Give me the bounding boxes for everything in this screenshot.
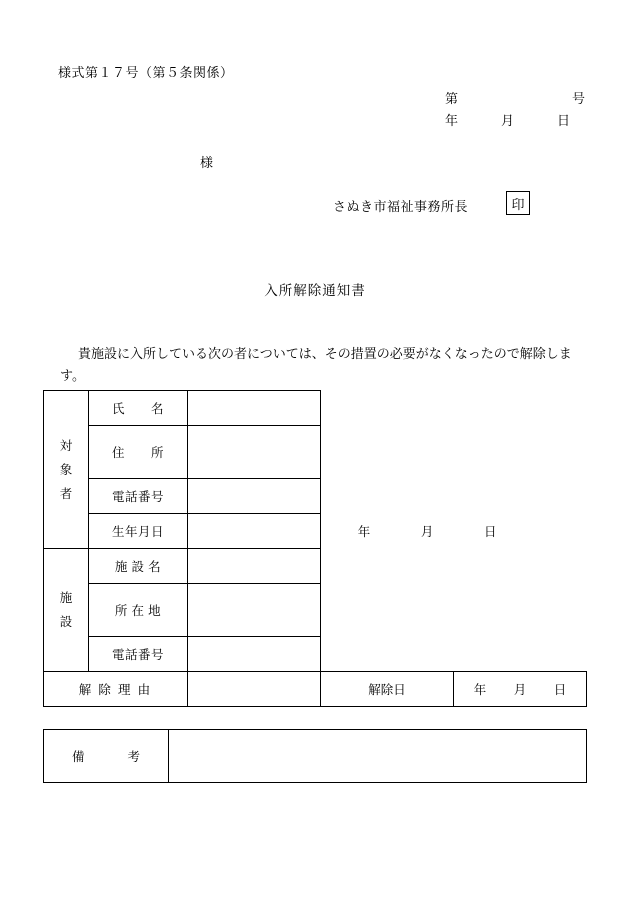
release-date-year: 年 — [473, 683, 487, 697]
row-label-reason: 解 除 理 由 — [44, 672, 188, 707]
table-row — [44, 391, 587, 426]
body-paragraph: 貴施設に入所している次の者については、その措置の必要がなくなったので解除します。 — [60, 346, 572, 383]
table-row — [44, 426, 587, 479]
field-facility-name[interactable] — [188, 549, 321, 584]
row-label-facility-address: 所 在 地 — [89, 584, 188, 637]
group-label-facility: 施 設 — [44, 549, 89, 672]
field-phone[interactable] — [188, 479, 321, 514]
document-date-month: 月 — [500, 113, 514, 128]
seal-stamp-box: 印 — [506, 191, 530, 215]
table-row — [44, 672, 587, 707]
table-row — [44, 514, 587, 549]
row-label-birthdate: 生年月日 — [89, 514, 188, 549]
field-reason[interactable] — [188, 672, 321, 707]
row-label-facility-name: 施 設 名 — [89, 549, 188, 584]
release-date-month: 月 — [513, 683, 527, 697]
document-date-line — [445, 110, 570, 129]
field-facility-address[interactable] — [188, 584, 321, 637]
table-row — [44, 730, 587, 783]
addressee-suffix: 様 — [200, 155, 214, 170]
field-name[interactable] — [188, 391, 321, 426]
birthdate-ymd — [334, 522, 574, 540]
field-address[interactable] — [188, 426, 321, 479]
document-number-line — [445, 88, 585, 107]
birthdate-month: 月 — [420, 525, 434, 539]
row-label-address: 住 所 — [89, 426, 188, 479]
field-birthdate[interactable] — [188, 514, 497, 549]
note-label: 備 考 — [44, 730, 169, 783]
document-number-suffix: 号 — [571, 91, 585, 106]
table-row — [44, 637, 587, 672]
table-row — [44, 479, 587, 514]
field-note[interactable] — [169, 730, 587, 783]
table-row — [44, 549, 587, 584]
birthdate-day: 日 — [483, 525, 497, 539]
document-number-prefix: 第 — [445, 91, 459, 106]
document-date-year: 年 — [445, 113, 459, 128]
group-label-subject: 対 象 者 — [44, 391, 89, 549]
table-row — [44, 584, 587, 637]
release-date-day: 日 — [553, 683, 567, 697]
birthdate-year: 年 — [357, 525, 371, 539]
note-table — [43, 729, 587, 783]
field-release-date[interactable] — [454, 672, 587, 707]
row-label-phone: 電話番号 — [89, 479, 188, 514]
row-label-release-date: 解除日 — [321, 672, 454, 707]
subject-facility-table — [43, 390, 587, 707]
form-number: 様式第１７号（第５条関係） — [58, 65, 234, 80]
document-date-day: 日 — [556, 113, 570, 128]
row-label-facility-phone: 電話番号 — [89, 637, 188, 672]
release-date-ymd — [460, 680, 580, 698]
page-title: 入所解除通知書 — [264, 283, 366, 298]
row-label-name: 氏 名 — [89, 391, 188, 426]
field-facility-phone[interactable] — [188, 637, 321, 672]
issuer-name: さぬき市福祉事務所長 — [333, 199, 469, 214]
